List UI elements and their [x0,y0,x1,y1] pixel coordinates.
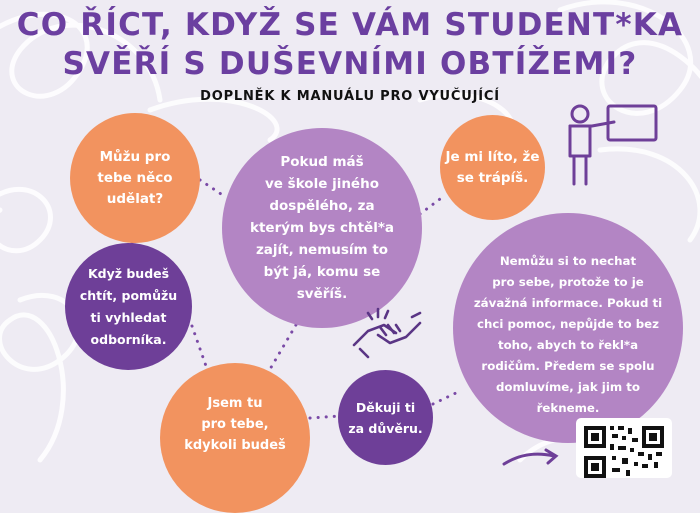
bubble-other-adult-text: Pokud máš ve škole jiného dospělého, za kterým bys chtěl*a zajít, nemusím to být já, komu se svěříš. [249,154,395,302]
bubble-thanks-text: Děkuji ti za důvěru. [348,399,423,436]
qr-code[interactable] [576,418,672,478]
bubble-here-for-you-text: Jsem tu pro tebe, kdykoli budeš [184,396,286,453]
qr-code-icon [576,418,672,478]
bubble-serious-info [453,213,683,443]
bubble-help-offer-text: Můžu pro tebe něco udělat? [97,148,173,207]
arrow-icon [500,448,562,467]
subtitle: DOPLNĚK K MANUÁLU PRO VYUČUJÍCÍ [200,89,500,104]
bubble-serious-info-text: Nemůžu si to nechat pro sebe, protože to je závažná informace. Pokud ti chci pomoc, nepůjde to bez toho, abych to řekl*a rodičům. Předem se spolu domluvíme, jak jim to řekneme. [473,254,663,415]
bubble-professional [65,243,192,370]
bubble-sorry [440,115,545,220]
handshake-icon [350,303,425,365]
bubble-here-for-you [160,363,310,513]
bubble-sorry-text: Je mi líto, že se trápíš. [445,148,540,186]
bubble-thanks [338,370,433,465]
title-line-2: SVĚŘÍ S DUŠEVNÍMI OBTÍŽEMI? [62,46,638,82]
bubble-help-offer [70,113,200,243]
title-line-1: CO ŘÍCT, KDYŽ SE VÁM STUDENT*KA [16,7,684,43]
bubble-professional-text: Když budeš chtít, pomůžu ti vyhledat odborníka. [79,265,178,347]
teacher-at-board-icon [562,100,662,190]
bubble-other-adult [222,128,422,328]
